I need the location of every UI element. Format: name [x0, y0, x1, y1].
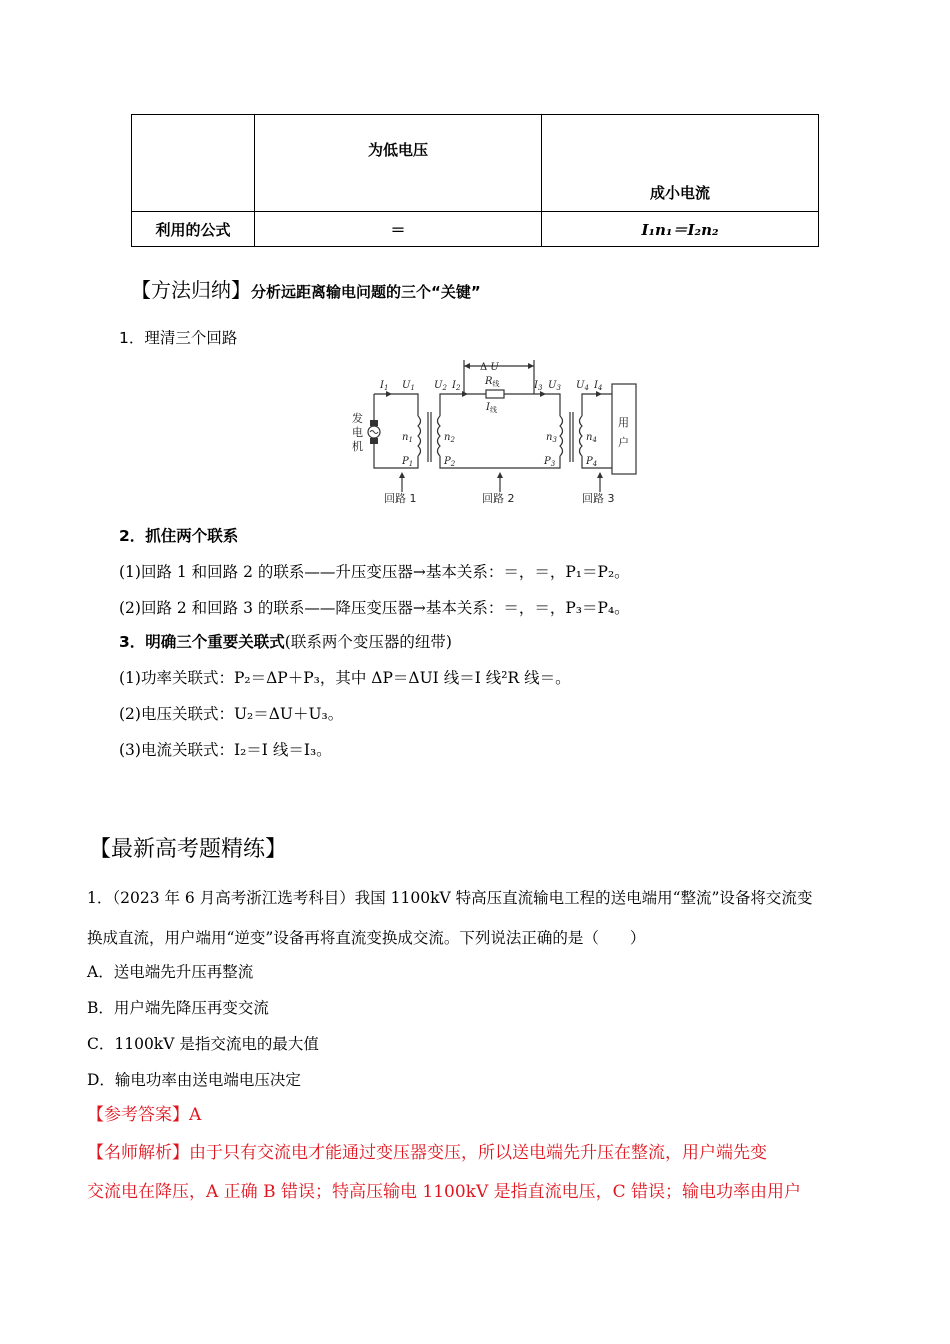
svg-text:n2: $n_2$	[444, 432, 455, 444]
svg-text:P3: $P_3$	[544, 456, 556, 468]
svg-text:n3: $n_3$	[546, 432, 557, 444]
link-2: (2)回路 2 和回路 3 的联系——降压变压器→基本关系：＝，＝，P₃＝P₄。	[119, 599, 630, 617]
method-item-3	[119, 630, 452, 652]
method-item-3-note: (联系两个变压器的纽带)	[284, 633, 452, 651]
svg-text:I3: $I_3$	[534, 380, 543, 392]
svg-text:I2: $I_2$	[452, 380, 461, 392]
answer-label: 【参考答案】	[87, 1105, 189, 1125]
option-c: C．1100kV 是指交流电的最大值	[87, 1035, 319, 1053]
analysis-text: 由于只有交流电才能通过变压器变压，所以送电端先升压在整流，用户端先变	[189, 1143, 767, 1163]
svg-text:U4: $U_4$	[576, 380, 589, 392]
table-cell: ＝	[255, 212, 542, 247]
svg-text:P2: $P_2$	[444, 456, 456, 468]
table-cell: I₁n₁＝I₂n₂	[542, 212, 819, 247]
answer	[87, 1100, 201, 1125]
loop-2-label: 回路 2	[482, 492, 515, 505]
method-item-3-title: 3．明确三个重要关联式	[119, 633, 285, 651]
link-1: (1)回路 1 和回路 2 的联系——升压变压器→基本关系：＝，＝，P₁＝P₂。	[119, 563, 630, 581]
section-title: 【最新高考题精练】	[89, 837, 288, 862]
comparison-table	[131, 114, 819, 247]
svg-text:n4: $n_4$	[586, 432, 597, 444]
svg-text:用: 用	[618, 416, 629, 429]
method-bracket: 【方法归纳】	[131, 278, 251, 302]
method-heading	[131, 274, 481, 303]
svg-text:I4: $I_4$	[594, 380, 603, 392]
svg-text:P4: $P_4$	[586, 456, 598, 468]
relation-1: (1)功率关联式：P₂＝ΔP＋P₃，其中 ΔP＝ΔUI 线＝I 线²R 线＝。	[119, 669, 571, 687]
question-line-2: 换成直流，用户端用“逆变”设备再将直流变换成交流。下列说法正确的是（ ）	[87, 929, 646, 947]
svg-text:户: 户	[618, 436, 629, 449]
table-row	[132, 212, 819, 247]
svg-text:发: 发	[352, 412, 363, 425]
svg-text:n1: $n_1$	[402, 432, 413, 444]
method-title: 分析远距离输电问题的三个“关键”	[251, 283, 481, 301]
analysis-label: 【名师解析】	[87, 1143, 189, 1163]
svg-text:U3: $U_3$	[548, 380, 561, 392]
svg-text:R线: $R_线$	[485, 376, 500, 388]
question-line-1: 1．（2023 年 6 月高考浙江选考科目）我国 1100kV 特高压直流输电工程的送电端用“整流”设备将交流变	[87, 889, 813, 907]
option-b: B．用户端先降压再变交流	[87, 999, 269, 1017]
answer-value: A	[189, 1105, 202, 1125]
analysis-line-1	[87, 1138, 767, 1163]
svg-text:U1: $U_1$	[402, 380, 415, 392]
svg-text:P1: $P_1$	[402, 456, 414, 468]
svg-text:Δ U: Δ U	[480, 362, 499, 373]
loop-3-label: 回路 3	[582, 492, 615, 505]
table-cell: 利用的公式	[132, 212, 255, 247]
table-cell: 成小电流	[542, 115, 819, 212]
relation-2: (2)电压关联式：U₂＝ΔU＋U₃。	[119, 705, 344, 723]
circuit-diagram	[340, 356, 640, 512]
table-cell	[132, 115, 255, 212]
relation-3: (3)电流关联式：I₂＝I 线＝I₃。	[119, 741, 332, 759]
svg-text:U2: $U_2$	[434, 380, 447, 392]
svg-text:电: 电	[352, 426, 363, 439]
svg-text:机: 机	[352, 440, 363, 453]
option-a: A．送电端先升压再整流	[87, 963, 254, 981]
loop-1-label: 回路 1	[384, 492, 417, 505]
option-d: D．输电功率由送电端电压决定	[87, 1071, 301, 1089]
svg-text:I1: $I_1$	[380, 380, 389, 392]
method-item-1: 1．理清三个回路	[119, 329, 238, 347]
table-cell: 为低电压	[255, 115, 542, 212]
analysis-line-2: 交流电在降压，A 正确 B 错误；特高压输电 1100kV 是指直流电压，C 错误；输电功率由用户	[87, 1182, 802, 1202]
table-row	[132, 115, 819, 212]
method-item-2: 2．抓住两个联系	[119, 527, 239, 545]
svg-text:I线: $I_线$	[486, 402, 497, 414]
